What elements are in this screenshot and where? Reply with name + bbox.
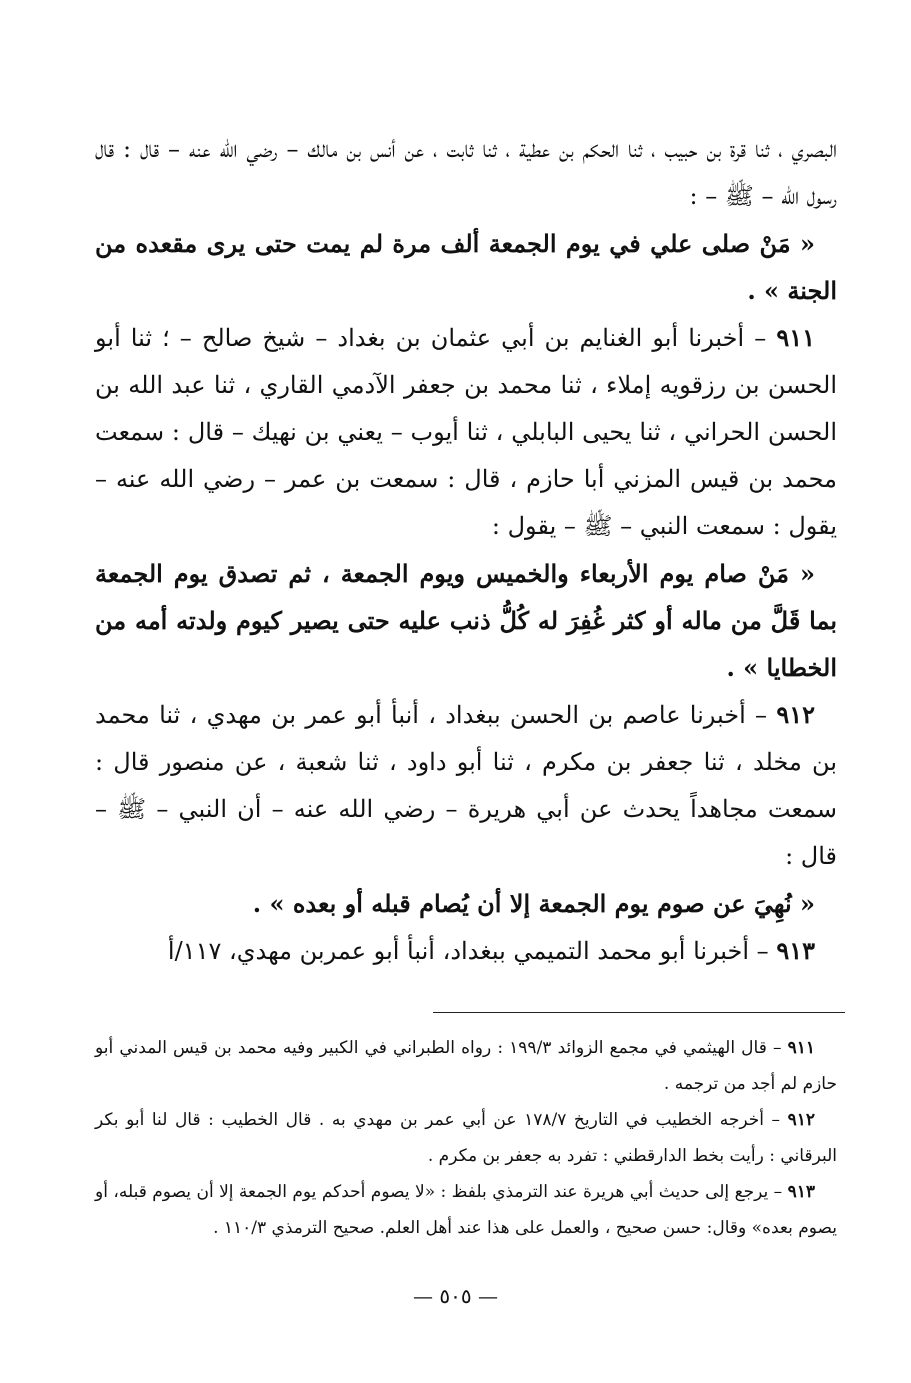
footnote-number: ٩١١	[787, 1038, 816, 1058]
footnote-text: – قال الهيثمي في مجمع الزوائد ١٩٩/٣ : رواه الطبراني في الكبير وفيه محمد بن قيس المدني أبو حازم لم أجد من ترجمه .	[95, 1038, 837, 1094]
hadith-number: ٩١١	[776, 323, 815, 352]
hadith-911	[95, 314, 837, 550]
hadith-text: – أخبرنا أبو محمد التميمي ببغداد، أنبأ أبو عمربن مهدي، ١١٧/أ	[167, 937, 769, 965]
hadith-text: – أخبرنا عاصم بن الحسن ببغداد ، أنبأ أبو عمر بن مهدي ، ثنا محمد بن مخلد ، ثنا جعفر بن مكرم ، ثنا أبو داود ، ثنا شعبة ، عن منصور قال : سمعت مجاهداً يحدث عن أبي هريرة – رضي الله عنه – أن النبي – ﷺ – قال :	[95, 701, 837, 870]
footnotes	[95, 1030, 837, 1246]
main-text	[95, 126, 837, 975]
hadith-text: – أخبرنا أبو الغنايم بن أبي عثمان بن بغداد – شيخ صالح – ؛ ثنا أبو الحسن بن رزقويه إملاء ، ثنا محمد بن جعفر الآدمي القاري ، ثنا عبد الله بن الحسن الحراني ، ثنا يحيى البابلي ، ثنا أيوب – يعني بن نهيك – قال : سمعت محمد بن قيس المزني أبا حازم ، قال : سمعت بن عمر – رضي الله عنه – يقول : سمعت النبي – ﷺ – يقول :	[95, 324, 837, 540]
footnote-number: ٩١٢	[787, 1110, 815, 1130]
page-number: — ٥٠٥ —	[413, 1284, 498, 1308]
hadith-912	[95, 691, 837, 880]
footnote-text: – يرجع إلى حديث أبي هريرة عند الترمذي بلفظ : «لا يصوم أحدكم يوم الجمعة إلا أن يصوم قبله، أو يصوم بعده» وقال: حسن صحيح ، والعمل على هذا عند أهل العلم. صحيح الترمذي ١١٠/٣ .	[95, 1182, 837, 1238]
hadith-913	[95, 927, 837, 975]
hadith-quote: « مَنْ صلى علي في يوم الجمعة ألف مرة لم يمت حتى يرى مقعده من الجنة » .	[95, 229, 837, 305]
footnote-911	[95, 1030, 837, 1102]
footnote-912	[95, 1102, 837, 1174]
paragraph-intro: البصري ، ثنا قرة بن حبيب ، ثنا الحكم بن عطية ، ثنا ثابت ، عن أنس بن مالك – رضي الله عنه – قال : قال رسول الله – ﷺ – :	[95, 135, 837, 210]
hadith-number: ٩١٢	[776, 700, 815, 729]
footnote-number: ٩١٣	[787, 1182, 815, 1202]
hadith-number: ٩١٣	[776, 936, 815, 965]
hadith-quote: « نُهِيَ عن صوم يوم الجمعة إلا أن يُصام قبله أو بعده » .	[252, 889, 815, 918]
hadith-quote: « مَنْ صام يوم الأربعاء والخميس ويوم الجمعة ، ثم تصدق يوم الجمعة بما قَلَّ من ماله أو كثر غُفِرَ له كُلُّ ذنب عليه حتى يصير كيوم ولدته أمه من الخطايا » .	[95, 559, 837, 682]
footnote-913	[95, 1174, 837, 1246]
footnote-text: – أخرجه الخطيب في التاريخ ١٧٨/٧ عن أبي عمر بن مهدي به . قال الخطيب : قال لنا أبو بكر البرقاني : رأيت بخط الدارقطني : تفرد به جعفر بن مكرم .	[95, 1110, 837, 1166]
footnote-divider	[433, 1012, 845, 1013]
